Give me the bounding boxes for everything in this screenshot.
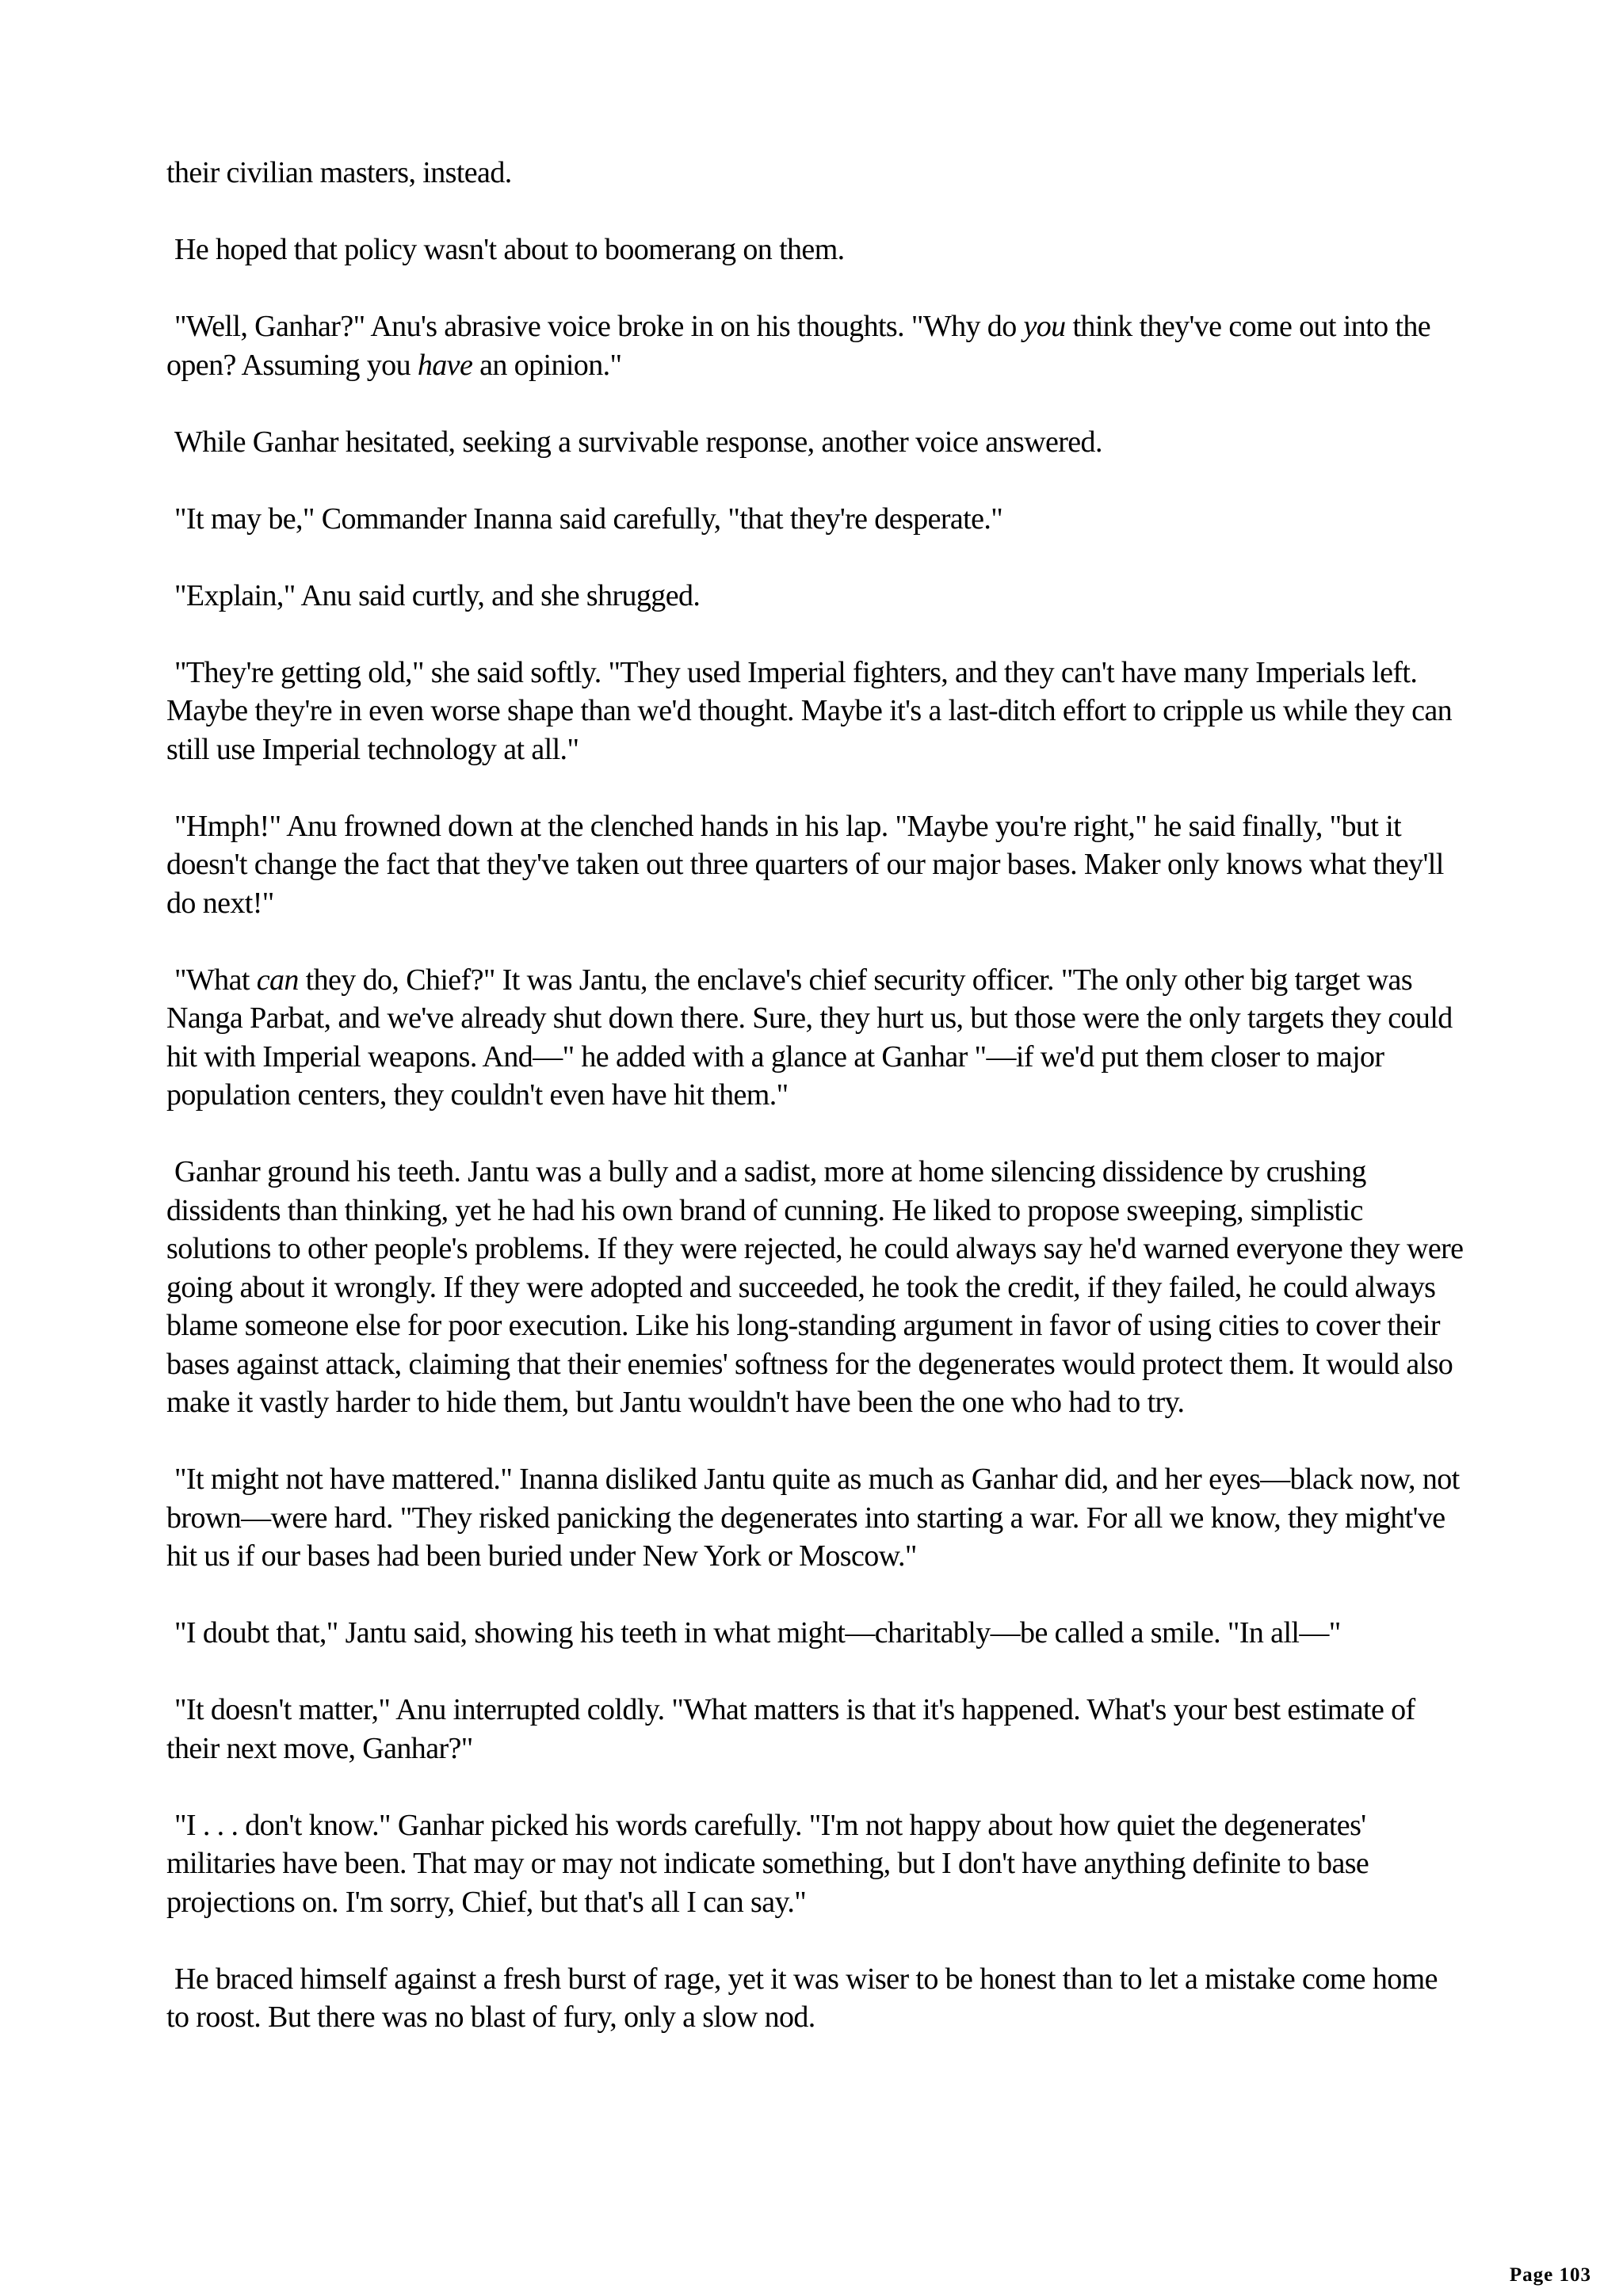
paragraph: [166, 231, 1466, 269]
paragraph: [166, 307, 1466, 384]
paragraph: [166, 654, 1466, 769]
paragraph-text: While Ganhar hesitated, seeking a survivable response, another voice answered.: [174, 425, 1102, 459]
paragraph-text: "It might not have mattered." Inanna disliked Jantu quite as much as Ganhar did, and her eyes—black now, not brown—were hard. "They risked panicking the degenerates into starting a war. For all we know, they might've hit us if our bases had been buried under New York or Moscow.": [166, 1463, 1460, 1573]
paragraph: [166, 500, 1466, 539]
paragraph: [166, 1806, 1466, 1922]
body-text: [166, 154, 1466, 2075]
paragraph-text: "Hmph!" Anu frowned down at the clenched hands in his lap. "Maybe you're right," he said finally, "but it doesn't change the fact that they've taken out three quarters of our major bases. Maker only knows what they'll do next!": [166, 809, 1444, 920]
paragraph-text: "What: [174, 963, 257, 997]
paragraph-text: "I . . . don't know." Ganhar picked his words carefully. "I'm not happy about how quiet the degenerates' militaries have been. That may or may not indicate something, but I don't have anything definite to base projections on. I'm sorry, Chief, but that's all I can say.": [166, 1808, 1369, 1919]
paragraph: [166, 807, 1466, 923]
paragraph: [166, 1691, 1466, 1768]
paragraph-text: think they've come out into the open? Assuming you: [166, 310, 1431, 382]
paragraph: [166, 577, 1466, 616]
paragraph: [166, 154, 1466, 193]
paragraph: [166, 961, 1466, 1115]
paragraph-text: "Explain," Anu said curtly, and she shrugged.: [174, 578, 701, 612]
paragraph: [166, 423, 1466, 462]
paragraph: [166, 1960, 1466, 2037]
paragraph-text: "Well, Ganhar?" Anu's abrasive voice broke in on his thoughts. "Why do: [174, 310, 1024, 343]
paragraph: [166, 1153, 1466, 1422]
paragraph-text: "I doubt that," Jantu said, showing his teeth in what might—charitably—be called a smile. "In all—": [174, 1616, 1341, 1650]
paragraph-text: their civilian masters, instead.: [166, 156, 512, 189]
emphasis-text: have: [417, 348, 473, 382]
paragraph-text: "It doesn't matter," Anu interrupted coldly. "What matters is that it's happened. What's your best estimate of their next move, Ganhar?": [166, 1693, 1415, 1765]
page-number: Page 103: [1509, 2264, 1591, 2286]
paragraph: [166, 1460, 1466, 1576]
paragraph: [166, 1614, 1466, 1653]
paragraph-text: Ganhar ground his teeth. Jantu was a bully and a sadist, more at home silencing dissidence by crushing dissidents than thinking, yet he had his own brand of cunning. He liked to propose sweeping, simplistic solutions to other people's problems. If they were rejected, he could always say he'd warned everyone they were going about it wrongly. If they were adopted and succeeded, he took the credit, if they failed, he could always blame someone else for poor execution. Like his long-standing argument in favor of using cities to cover their bases against attack, claiming that their enemies' softness for the degenerates would protect them. It would also make it vastly harder to hide them, but Jantu wouldn't have been the one who had to try.: [166, 1155, 1464, 1419]
paragraph-text: "They're getting old," she said softly. "They used Imperial fighters, and they can't have many Imperials left. Maybe they're in even worse shape than we'd thought. Maybe it's a last-ditch effort to cripple us while they can still use Imperial technology at all.": [166, 655, 1453, 766]
paragraph-text: they do, Chief?" It was Jantu, the enclave's chief security officer. "The only other big target was Nanga Parbat, and we've already shut down there. Sure, they hurt us, but those were the only targets they could hit with Imperial weapons. And—" he added with a glance at Ganhar "—if we'd put them closer to major population centers, they couldn't even have hit them.": [166, 963, 1453, 1112]
paragraph-text: an opinion.": [472, 348, 622, 382]
emphasis-text: you: [1023, 310, 1066, 343]
paragraph-text: "It may be," Commander Inanna said carefully, "that they're desperate.": [174, 502, 1003, 536]
paragraph-text: He hoped that policy wasn't about to boomerang on them.: [174, 233, 845, 266]
emphasis-text: can: [256, 963, 299, 997]
paragraph-text: He braced himself against a fresh burst of rage, yet it was wiser to be honest than to let a mistake come home to roost. But there was no blast of fury, only a slow nod.: [166, 1962, 1438, 2034]
